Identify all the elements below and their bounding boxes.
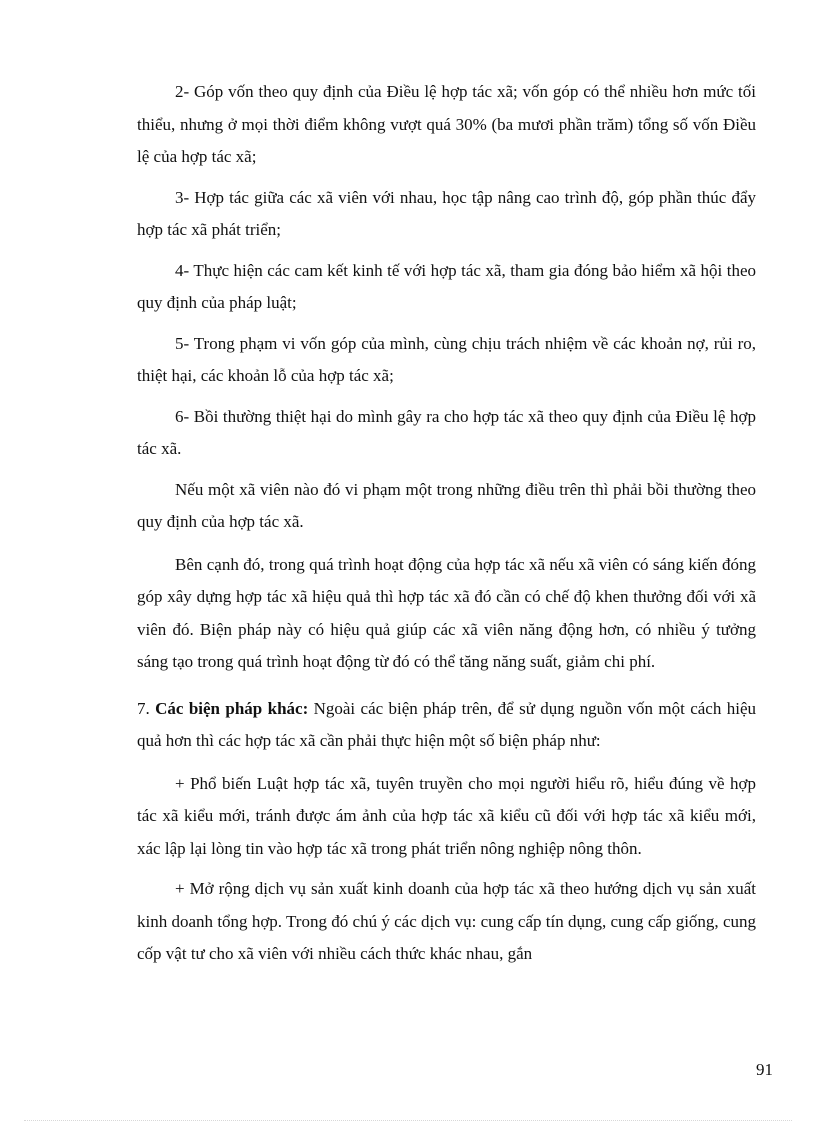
footer-divider	[24, 1120, 792, 1121]
paragraph-item-4: 4- Thực hiện các cam kết kinh tế với hợp tác xã, tham gia đóng bảo hiểm xã hội theo quy định của pháp luật;	[137, 260, 756, 312]
body-text	[137, 76, 756, 971]
paragraph-item-6: 6- Bồi thường thiệt hại do mình gây ra cho hợp tác xã theo quy định của Điều lệ hợp tác xã.	[137, 406, 756, 458]
paragraph-violation: Nếu một xã viên nào đó vi phạm một trong những điều trên thì phải bồi thường theo quy định của hợp tác xã.	[137, 479, 756, 531]
paragraph-item-5: 5- Trong phạm vi vốn góp của mình, cùng chịu trách nhiệm về các khoản nợ, rủi ro, thiệt hại, các khoản lỗ của hợp tác xã;	[137, 333, 756, 385]
section-7	[137, 693, 756, 758]
section-intro: Ngoài các biện pháp trên, để sử dụng nguồn vốn một cách hiệu quả hơn thì các hợp tác xã cần phải thực hiện một số biện pháp như:	[137, 698, 756, 750]
paragraph-reward: Bên cạnh đó, trong quá trình hoạt động của hợp tác xã nếu xã viên có sáng kiến đóng góp xây dựng hợp tác xã hiệu quả thì hợp tác xã đó cần có chế độ khen thưởng đối với xã viên đó. Biện pháp này có hiệu quả giúp các xã viên năng động hơn, có nhiều ý tưởng sáng tạo trong quá trình hoạt động từ đó có thể tăng năng suất, giảm chi phí.	[137, 554, 756, 671]
paragraph-bullet-services: + Mở rộng dịch vụ sản xuất kinh doanh của hợp tác xã theo hướng dịch vụ sản xuất kinh doanh tổng hợp. Trong đó chú ý các dịch vụ: cung cấp tín dụng, cung cấp giống, cung cốp vật tư cho xã viên với nhiều cách thức khác nhau, gắn	[137, 879, 756, 963]
section-number: 7.	[137, 698, 150, 718]
paragraph-item-2: 2- Góp vốn theo quy định của Điều lệ hợp tác xã; vốn góp có thể nhiều hơn mức tối thiểu, nhưng ở mọi thời điểm không vượt quá 30% (ba mươi phần trăm) tổng số vốn Điều lệ của hợp tác xã;	[137, 82, 756, 166]
paragraph-bullet-law: + Phổ biến Luật hợp tác xã, tuyên truyền cho mọi người hiểu rõ, hiểu đúng về hợp tác xã kiểu mới, tránh được ám ảnh của hợp tác xã kiểu cũ đối với hợp tác xã kiểu mới, xác lập lại lòng tin vào hợp tác xã trong phát triển nông nghiệp nông thôn.	[137, 773, 756, 858]
paragraph-item-3: 3- Hợp tác giữa các xã viên với nhau, học tập nâng cao trình độ, góp phần thúc đẩy hợp tác xã phát triển;	[137, 187, 756, 239]
page-number: 91	[756, 1060, 773, 1079]
section-title: Các biện pháp khác:	[155, 698, 309, 718]
